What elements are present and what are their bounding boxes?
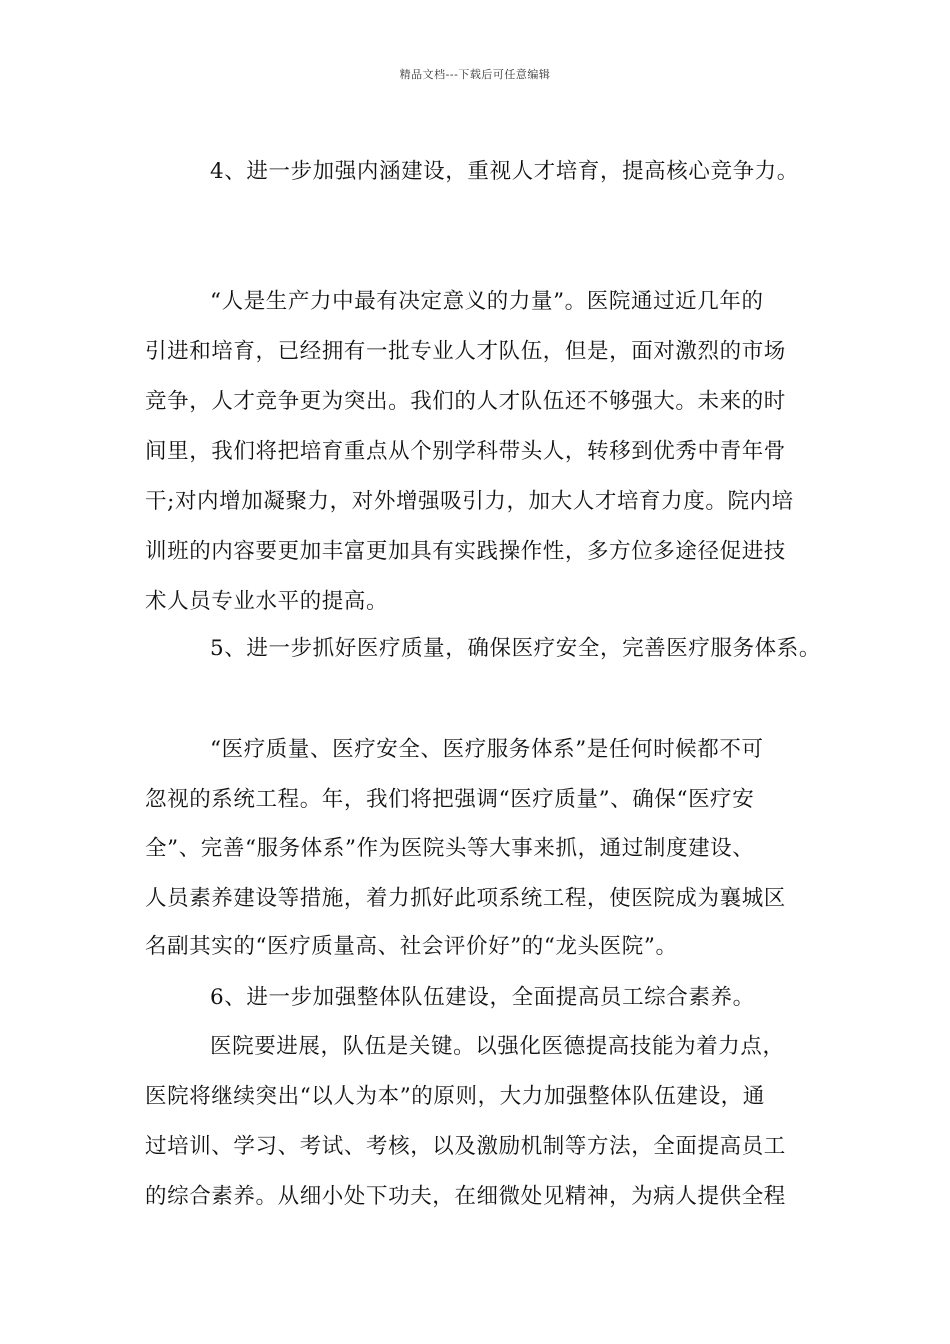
paragraph-line: 名副其实的“医疗质量高、社会评价好”的“龙头医院”。 <box>145 934 678 959</box>
paragraph-line: 医院将继续突出“以人为本”的原则，大力加强整体队伍建设，通 <box>145 1084 765 1109</box>
paragraph-line: 医院要进展，队伍是关键。以强化医德提高技能为着力点， <box>210 1034 785 1059</box>
page-header: 精品文档---下载后可任意编辑 <box>399 68 551 81</box>
paragraph-line: 引进和培育，已经拥有一批专业人才队伍，但是，面对激烈的市场 <box>145 339 786 364</box>
paragraph-line: 训班的内容要更加丰富更加具有实践操作性，多方位多途径促进技 <box>145 539 786 564</box>
paragraph-line: 间里，我们将把培育重点从个别学科带头人，转移到优秀中青年骨 <box>145 439 786 464</box>
paragraph-line: 术人员专业水平的提高。 <box>145 589 389 614</box>
section-heading-6: 6、进一步加强整体队伍建设，全面提高员工综合素养。 <box>210 985 755 1010</box>
paragraph-line: 干;对内增加凝聚力，对外增强吸引力，加大人才培育力度。院内培 <box>145 489 794 514</box>
paragraph-line: 竞争，人才竞争更为突出。我们的人才队伍还不够强大。未来的时 <box>145 389 786 414</box>
paragraph-line: 人员素养建设等措施，着力抓好此项系统工程，使医院成为襄城区 <box>145 886 786 911</box>
paragraph-line: 的综合素养。从细小处下功夫，在细微处见精神，为病人提供全程 <box>145 1184 786 1209</box>
paragraph-line: “医疗质量、医疗安全、医疗服务体系”是任何时候都不可 <box>210 737 764 762</box>
section-heading-5: 5、进一步抓好医疗质量，确保医疗安全，完善医疗服务体系。 <box>210 636 821 661</box>
paragraph-line: “人是生产力中最有决定意义的力量”。医院通过近几年的 <box>210 289 764 314</box>
paragraph-line: 忽视的系统工程。年，我们将把强调“医疗质量”、确保“医疗安 <box>145 787 755 812</box>
paragraph-line: 全”、完善“服务体系”作为医院头等大事来抓，通过制度建设、 <box>145 836 755 861</box>
section-heading-4: 4、进一步加强内涵建设，重视人才培育，提高核心竞争力。 <box>210 159 799 184</box>
paragraph-line: 过培训、学习、考试、考核，以及激励机制等方法，全面提高员工 <box>145 1134 786 1159</box>
